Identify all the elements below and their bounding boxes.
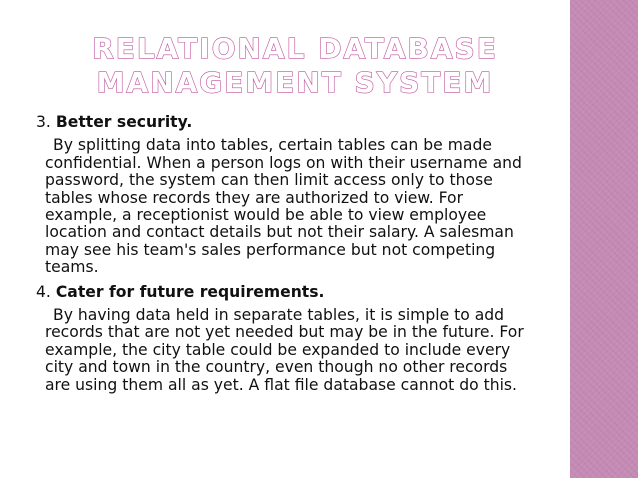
item-paragraph-future-requirements: By having data held in separate tables, it is simple to add records that are not yet needed but may be in the future. For example, the city table could be expanded to include every city and town in the country, even though no other records are using them all as yet. A flat file database cannot do this. (45, 306, 524, 394)
slide-title-line-1: RELATIONAL DATABASE (92, 32, 498, 65)
item-number: 4. (36, 282, 51, 301)
slide-title-line-2: MANAGEMENT SYSTEM (96, 66, 494, 99)
decorative-side-bar (570, 0, 638, 478)
item-heading-security (36, 114, 526, 131)
item-paragraph-security: By splitting data into tables, certain tables can be made confidential. When a person logs on with their username and password, the system can then limit access only to those tables whose records they are authorized to view. For example, a receptionist would be able to view employee location and contact details but not their salary. A salesman may see his team's sales performance but not competing teams. (45, 136, 522, 277)
item-title: Cater for future requirements. (55, 282, 325, 301)
slide-body (36, 114, 526, 401)
item-heading-future-requirements (36, 284, 526, 301)
item-title: Better security. (55, 113, 193, 131)
item-number: 3. (36, 113, 51, 131)
